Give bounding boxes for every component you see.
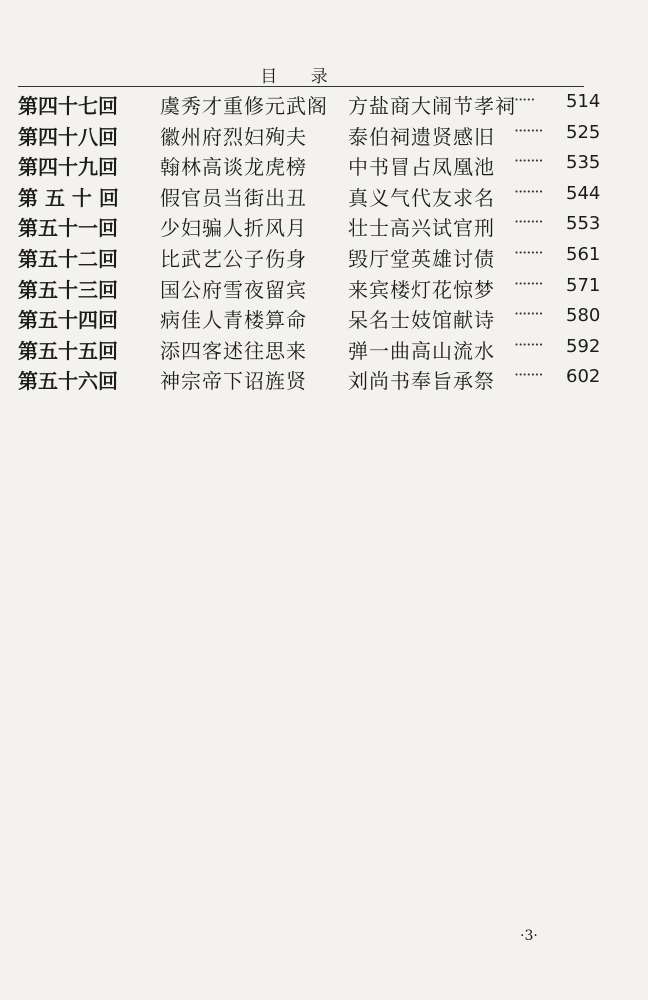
chapter-number: 第五十三回 xyxy=(18,277,118,302)
toc-entry xyxy=(18,363,608,394)
chapter-number: 第四十八回 xyxy=(18,124,118,149)
header-rule xyxy=(18,86,584,87)
chapter-title-second-line: 弹一曲高山流水 xyxy=(348,338,495,363)
chapter-title-first-line: 添四客述往思来 xyxy=(160,338,307,363)
toc-entry xyxy=(18,241,608,272)
chapter-number: 第五十二回 xyxy=(18,246,118,271)
chapter-number: 第五十六回 xyxy=(18,369,118,394)
chapter-title-first-line: 神宗帝下诏旌贤 xyxy=(160,369,307,394)
dot-leader: ······· xyxy=(514,151,543,171)
page-number: 525 xyxy=(566,121,601,143)
page-number: 602 xyxy=(566,366,601,388)
dot-leader: ······· xyxy=(514,242,543,262)
toc-entry xyxy=(18,333,608,364)
chapter-title-first-line: 比武艺公子伤身 xyxy=(160,246,307,271)
toc-entry xyxy=(18,302,608,333)
page-folio-number: ·3· xyxy=(520,928,538,944)
toc-entry xyxy=(18,210,608,241)
dot-leader: ······· xyxy=(514,120,543,140)
page-number: 535 xyxy=(566,152,601,174)
chapter-title-second-line: 泰伯祠遗贤感旧 xyxy=(348,124,495,149)
page-number: 514 xyxy=(566,91,601,112)
chapter-number: 第五十一回 xyxy=(18,216,118,241)
chapter-title-second-line: 中书冒占凤凰池 xyxy=(348,155,495,180)
chapter-title-first-line: 病佳人青楼算命 xyxy=(160,308,307,333)
page-number: 553 xyxy=(566,213,601,235)
chapter-title-second-line: 真义气代友求名 xyxy=(348,185,495,210)
chapter-number: 第 五 十 回 xyxy=(18,185,119,210)
chapter-number: 第五十四回 xyxy=(18,308,118,333)
chapter-number: 第四十七回 xyxy=(18,94,118,118)
chapter-title-second-line: 壮士高兴试官刑 xyxy=(348,216,495,241)
page-number: 544 xyxy=(566,182,601,204)
chapter-number: 第五十五回 xyxy=(18,338,118,363)
chapter-title-first-line: 翰林高谈龙虎榜 xyxy=(160,155,307,180)
page-number: 561 xyxy=(566,243,601,265)
table-of-contents xyxy=(18,88,608,394)
chapter-title-second-line: 刘尚书奉旨承祭 xyxy=(348,369,495,394)
dot-leader: ······· xyxy=(514,273,543,293)
chapter-title-first-line: 少妇骗人折风月 xyxy=(160,216,307,241)
dot-leader: ······· xyxy=(514,365,543,385)
page-number: 592 xyxy=(566,335,601,357)
toc-entry xyxy=(18,180,608,211)
page-header-title: 目 录 xyxy=(260,67,342,87)
chapter-title-first-line: 徽州府烈妇殉夫 xyxy=(160,124,307,149)
toc-entry xyxy=(18,119,608,150)
chapter-title-first-line: 国公府雪夜留宾 xyxy=(160,277,307,302)
toc-entry xyxy=(18,88,608,119)
chapter-title-second-line: 毁厅堂英雄讨债 xyxy=(348,246,495,271)
chapter-title-second-line: 呆名士妓馆献诗 xyxy=(348,308,495,333)
dot-leader: ····· xyxy=(514,90,535,109)
page-number: 580 xyxy=(566,305,601,327)
toc-entry xyxy=(18,272,608,303)
dot-leader: ······· xyxy=(514,212,543,232)
chapter-title-first-line: 假官员当街出丑 xyxy=(160,185,307,210)
dot-leader: ······· xyxy=(514,334,543,354)
dot-leader: ······· xyxy=(514,304,543,324)
chapter-title-first-line: 虞秀才重修元武阁 xyxy=(160,94,328,118)
dot-leader: ······· xyxy=(514,181,543,201)
chapter-title-second-line: 方盐商大闹节孝祠 xyxy=(348,94,516,118)
page-number: 571 xyxy=(566,274,601,296)
chapter-title-second-line: 来宾楼灯花惊梦 xyxy=(348,277,495,302)
toc-entry xyxy=(18,149,608,180)
chapter-number: 第四十九回 xyxy=(18,155,118,180)
